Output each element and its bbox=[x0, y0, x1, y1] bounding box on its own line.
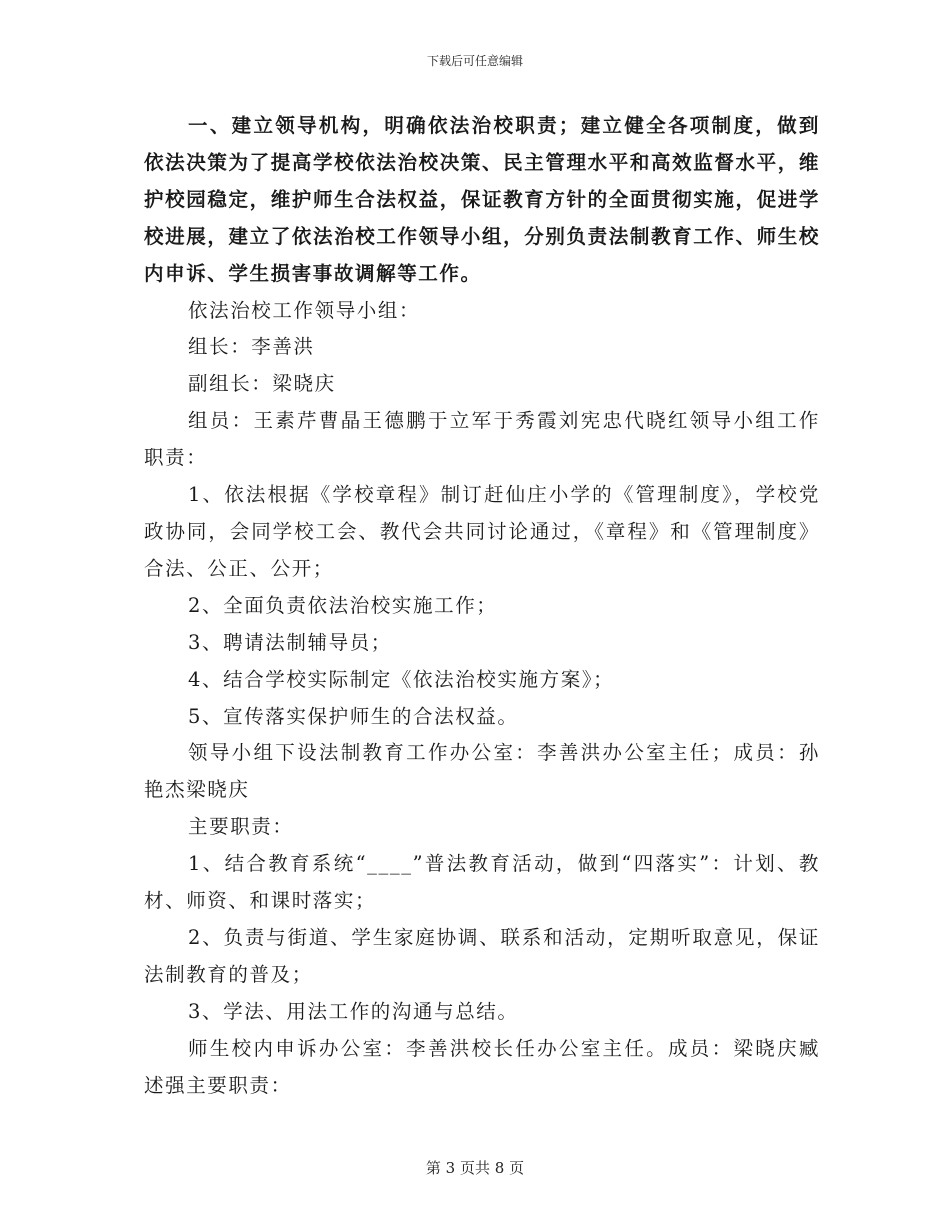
paragraph-group-leader: 组长：李善洪 bbox=[188, 335, 315, 359]
page-header: 下载后可任意编辑 bbox=[426, 54, 523, 68]
paragraph-group-members: 组员：王素芹曹晶王德鹏于立军于秀霞刘宪忠代晓红领导小组工作职责： bbox=[144, 409, 820, 470]
paragraph-duty-1: 1、依法根据《学校章程》制订赶仙庄小学的《管理制度》，学校党政协同，会同学校工会、教代会共同讨论通过，《章程》和《管理制度》合法、公正、公开； bbox=[144, 483, 820, 580]
page-footer: 第 3 页共 8 页 bbox=[425, 1159, 525, 1177]
paragraph-main-duties-heading: 主要职责： bbox=[188, 815, 294, 839]
paragraph-duty-2: 2、全面负责依法治校实施工作； bbox=[188, 593, 498, 617]
document-body bbox=[144, 108, 820, 1104]
paragraph-main-duty-1: 1、结合教育系统“____”普法教育活动，做到“四落实”：计划、教材、师资、和课时落实； bbox=[144, 852, 820, 913]
paragraph-leadership-structure: 一、建立领导机构，明确依法治校职责；建立健全各项制度，做到依法决策为了提高学校依法治校决策、民主管理水平和高效监督水平，维护校园稳定，维护师生合法权益，保证教育方针的全面贯彻实施，促进学校进展，建立了依法治校工作领导小组，分别负责法制教育工作、师生校内申诉、学生损害事故调解等工作。 bbox=[144, 114, 820, 285]
paragraph-duty-4: 4、结合学校实际制定《依法治校实施方案》； bbox=[188, 667, 615, 691]
paragraph-appeal-office: 师生校内申诉办公室：李善洪校长任办公室主任。成员：梁晓庆臧述强主要职责： bbox=[144, 1036, 820, 1097]
paragraph-main-duty-3: 3、学法、用法工作的沟通与总结。 bbox=[188, 999, 519, 1023]
paragraph-group-heading: 依法治校工作领导小组： bbox=[188, 298, 421, 322]
paragraph-deputy-leader: 副组长：梁晓庆 bbox=[188, 372, 336, 396]
paragraph-duty-5: 5、宣传落实保护师生的合法权益。 bbox=[188, 704, 519, 728]
paragraph-legal-office: 领导小组下设法制教育工作办公室：李善洪办公室主任；成员：孙艳杰梁晓庆 bbox=[144, 741, 820, 802]
paragraph-duty-3: 3、聘请法制辅导员； bbox=[188, 630, 392, 654]
paragraph-main-duty-2: 2、负责与街道、学生家庭协调、联系和活动，定期听取意见，保证法制教育的普及； bbox=[144, 925, 820, 986]
